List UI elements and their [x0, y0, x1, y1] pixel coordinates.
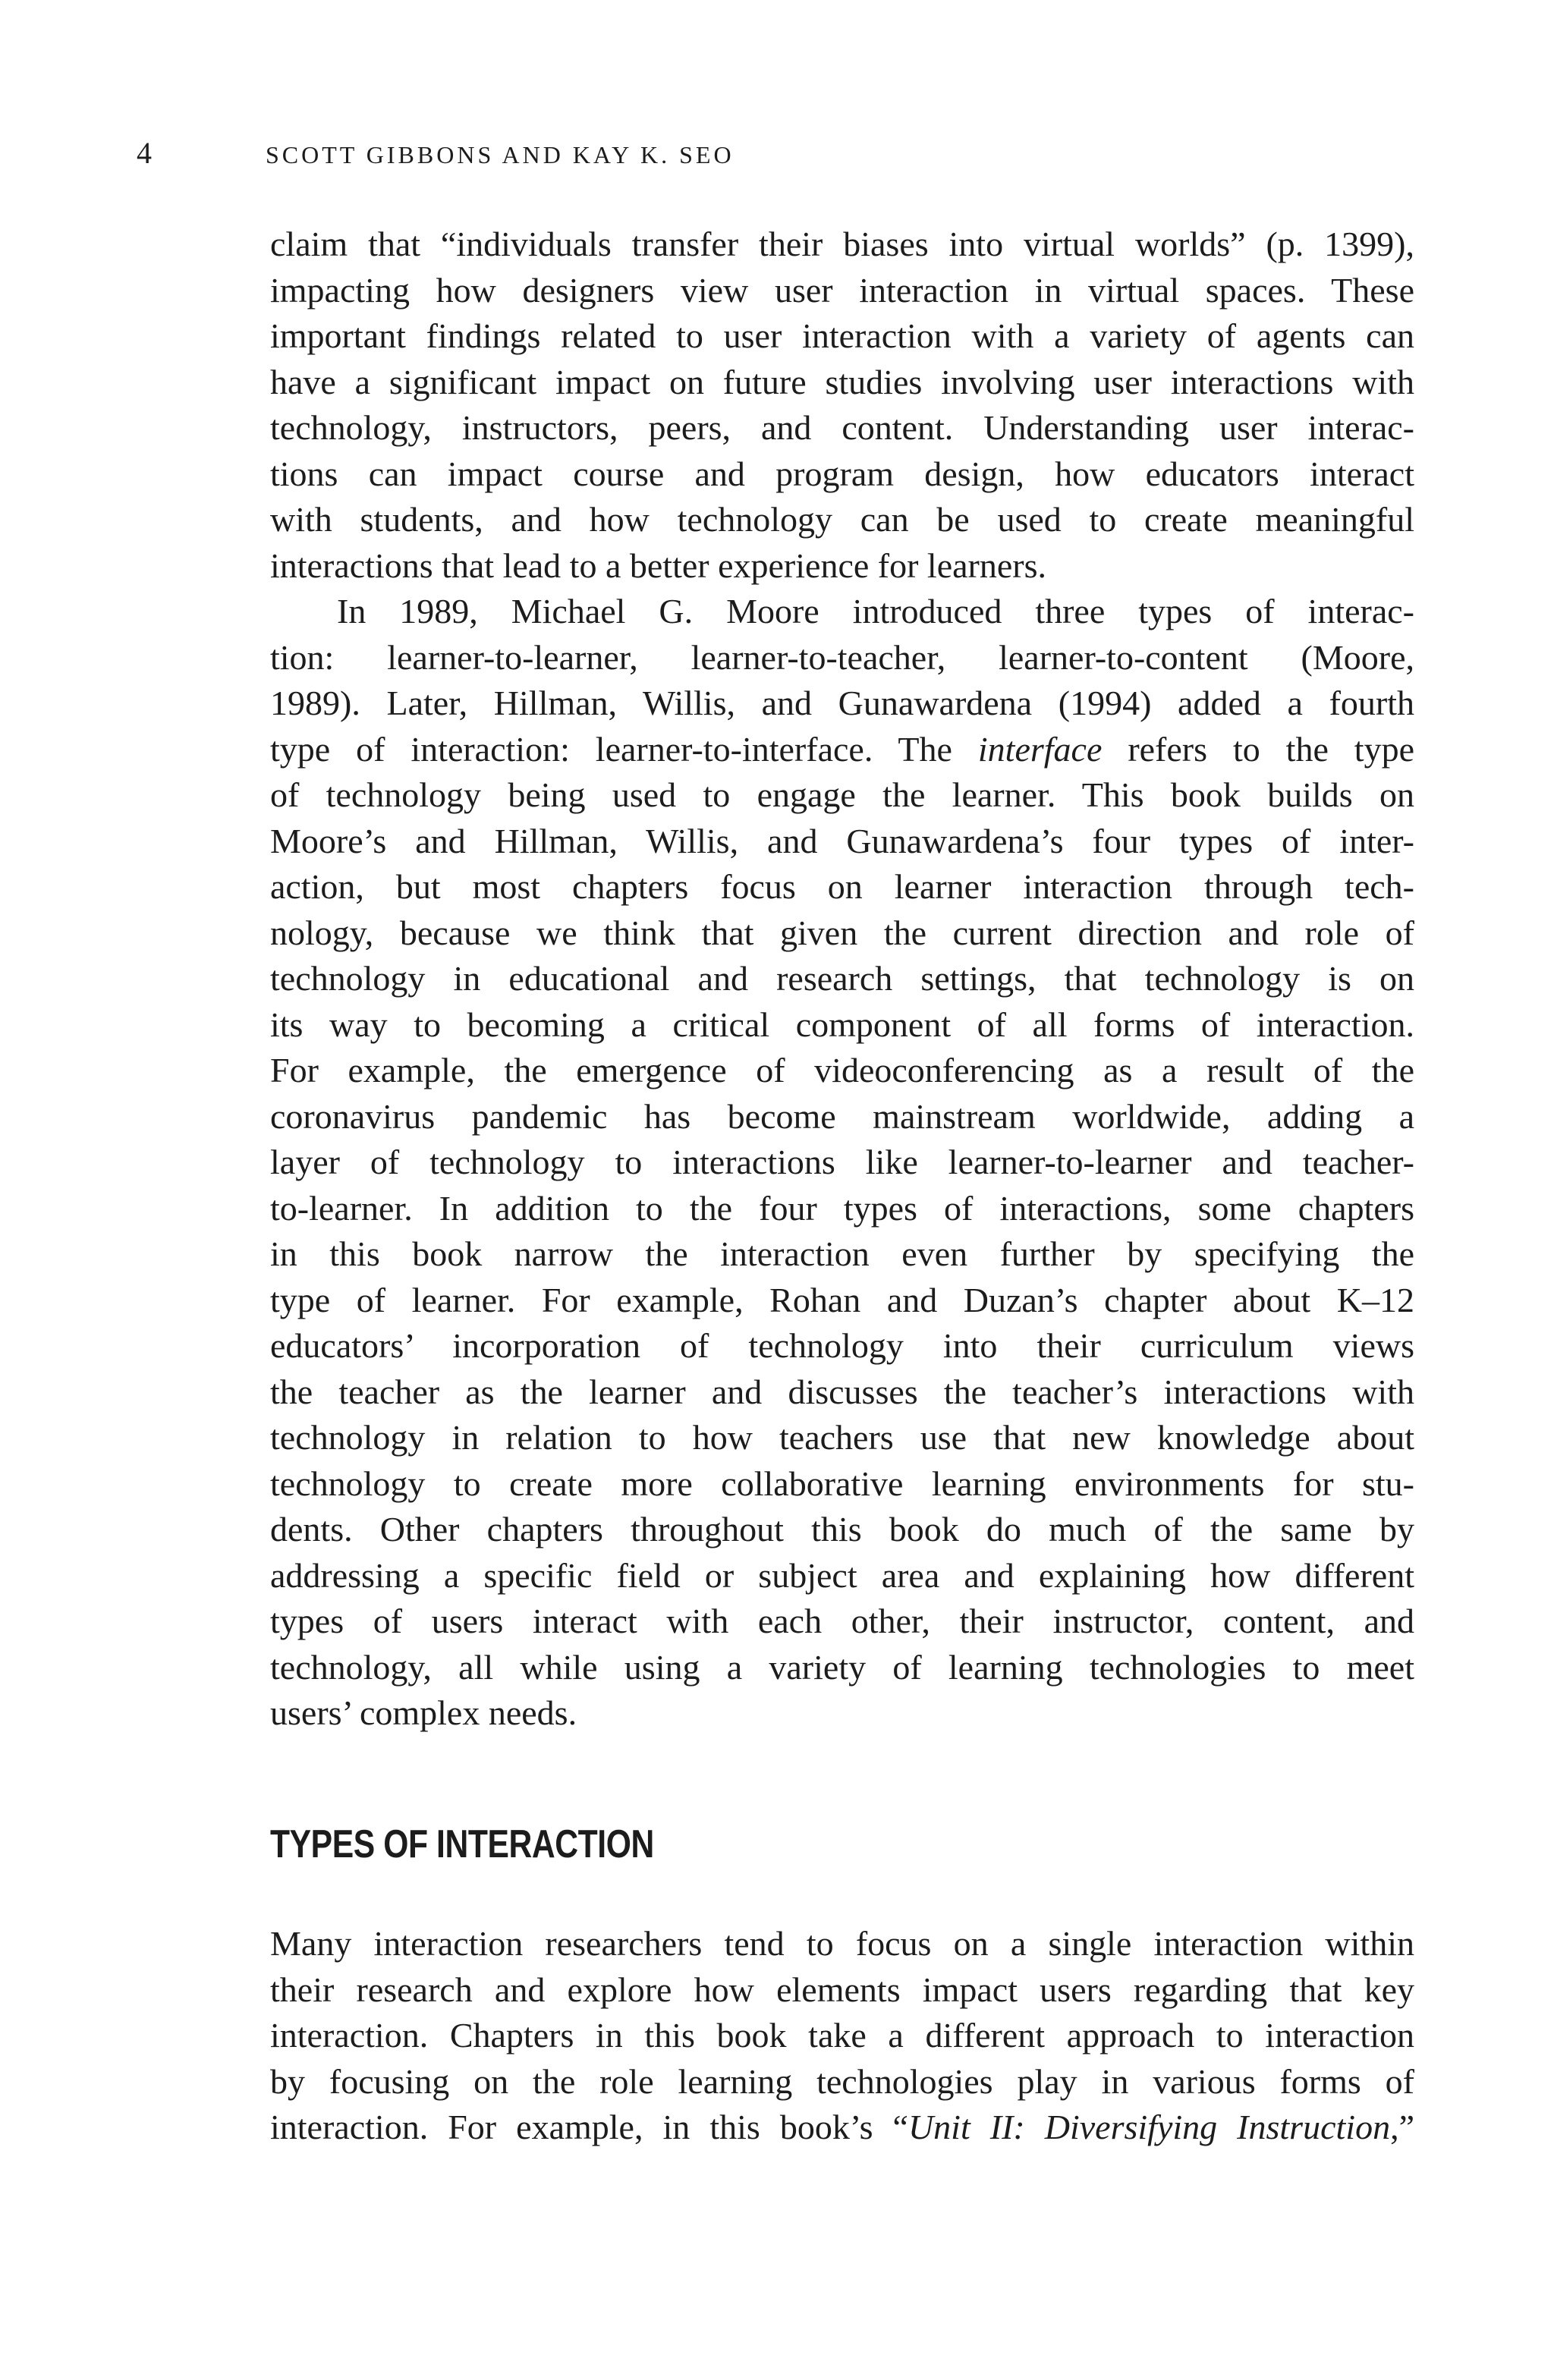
text-segment: ,”: [1390, 2108, 1414, 2146]
text-line: technology, instructors, peers, and content. Understanding user interac-: [270, 408, 1414, 447]
text-line: technology in educational and research settings, that technology is on: [270, 959, 1414, 998]
text-line: nology, because we think that given the current direction and role of: [270, 913, 1414, 952]
text-line: type of learner. For example, Rohan and Duzan’s chapter about K–12: [270, 1280, 1414, 1319]
text-line: impacting how designers view user interaction in virtual spaces. These: [270, 270, 1414, 310]
text-line: Moore’s and Hillman, Willis, and Gunawardena’s four types of inter-: [270, 821, 1414, 860]
text-line: action, but most chapters focus on learner interaction through tech-: [270, 867, 1414, 906]
text-line: dents. Other chapters throughout this book do much of the same by: [270, 1510, 1414, 1548]
body-paragraph-1: [270, 222, 1414, 589]
text-line: For example, the emergence of videoconferencing as a result of the: [270, 1051, 1414, 1089]
text-line: technology, all while using a variety of learning technologies to meet: [270, 1647, 1414, 1687]
text-line: the teacher as the learner and discusses the teacher’s interactions with: [270, 1372, 1414, 1411]
text-segment: type of interaction: learner-to-interface. The: [270, 729, 978, 769]
text-line: by focusing on the role learning technologies play in various forms of: [270, 2061, 1414, 2101]
text-line: [270, 2105, 1414, 2151]
text-line: users’ complex needs.: [270, 1693, 577, 1732]
text-line: important findings related to user interaction with a variety of agents can: [270, 316, 1414, 355]
text-line: tion: learner-to-learner, learner-to-teacher, learner-to-content (Moore,: [270, 637, 1414, 677]
text-line: claim that “individuals transfer their biases into virtual worlds” (p. 1399),: [270, 225, 1414, 263]
text-line: to-learner. In addition to the four types of interactions, some chapters: [270, 1188, 1414, 1228]
text-line: [270, 727, 1414, 773]
running-head: [137, 130, 1427, 176]
text-line: have a significant impact on future studies involving user interactions with: [270, 362, 1414, 401]
section-heading: TYPES OF INTERACTION: [270, 1822, 654, 1866]
text-line: tions can impact course and program design, how educators interact: [270, 454, 1414, 493]
text-line: In 1989, Michael G. Moore introduced three types of interac-: [337, 592, 1414, 630]
text-segment: interaction. For example, in this book’s “: [270, 2108, 908, 2146]
text-line: its way to becoming a critical component of all forms of interaction.: [270, 1005, 1414, 1044]
body-paragraph-2: [270, 589, 1414, 1737]
text-line: educators’ incorporation of technology into their curriculum views: [270, 1326, 1414, 1365]
text-line: of technology being used to engage the learner. This book builds on: [270, 775, 1414, 814]
text-line: layer of technology to interactions like learner-to-learner and teacher-: [270, 1143, 1414, 1181]
text-segment: refers to the type: [1102, 729, 1414, 769]
text-line: coronavirus pandemic has become mainstream worldwide, adding a: [270, 1096, 1414, 1136]
text-line: interactions that lead to a better experience for learners.: [270, 545, 1046, 585]
page-number: 4: [137, 136, 152, 170]
text-line: their research and explore how elements impact users regarding that key: [270, 1970, 1414, 2009]
italic-term-interface: interface: [977, 729, 1103, 769]
text-line: technology in relation to how teachers use that new knowledge about: [270, 1418, 1414, 1457]
italic-unit-title: Unit II: Diversifying Instruction: [908, 2108, 1391, 2146]
text-line: types of users interact with each other, their instructor, content, and: [270, 1602, 1414, 1640]
text-line: in this book narrow the interaction even further by specifying the: [270, 1234, 1414, 1273]
text-line: 1989). Later, Hillman, Willis, and Gunawardena (1994) added a fourth: [270, 684, 1414, 722]
body-paragraph-3: [270, 1921, 1414, 2151]
text-line: with students, and how technology can be used to create meaningful: [270, 500, 1414, 539]
text-line: interaction. Chapters in this book take a different approach to interaction: [270, 2016, 1414, 2055]
text-line: technology to create more collaborative learning environments for stu-: [270, 1464, 1414, 1503]
text-line: Many interaction researchers tend to focus on a single interaction within: [270, 1924, 1414, 1963]
running-head-authors: SCOTT GIBBONS AND KAY K. SEO: [266, 141, 735, 168]
text-line: addressing a specific field or subject area and explaining how different: [270, 1555, 1414, 1595]
